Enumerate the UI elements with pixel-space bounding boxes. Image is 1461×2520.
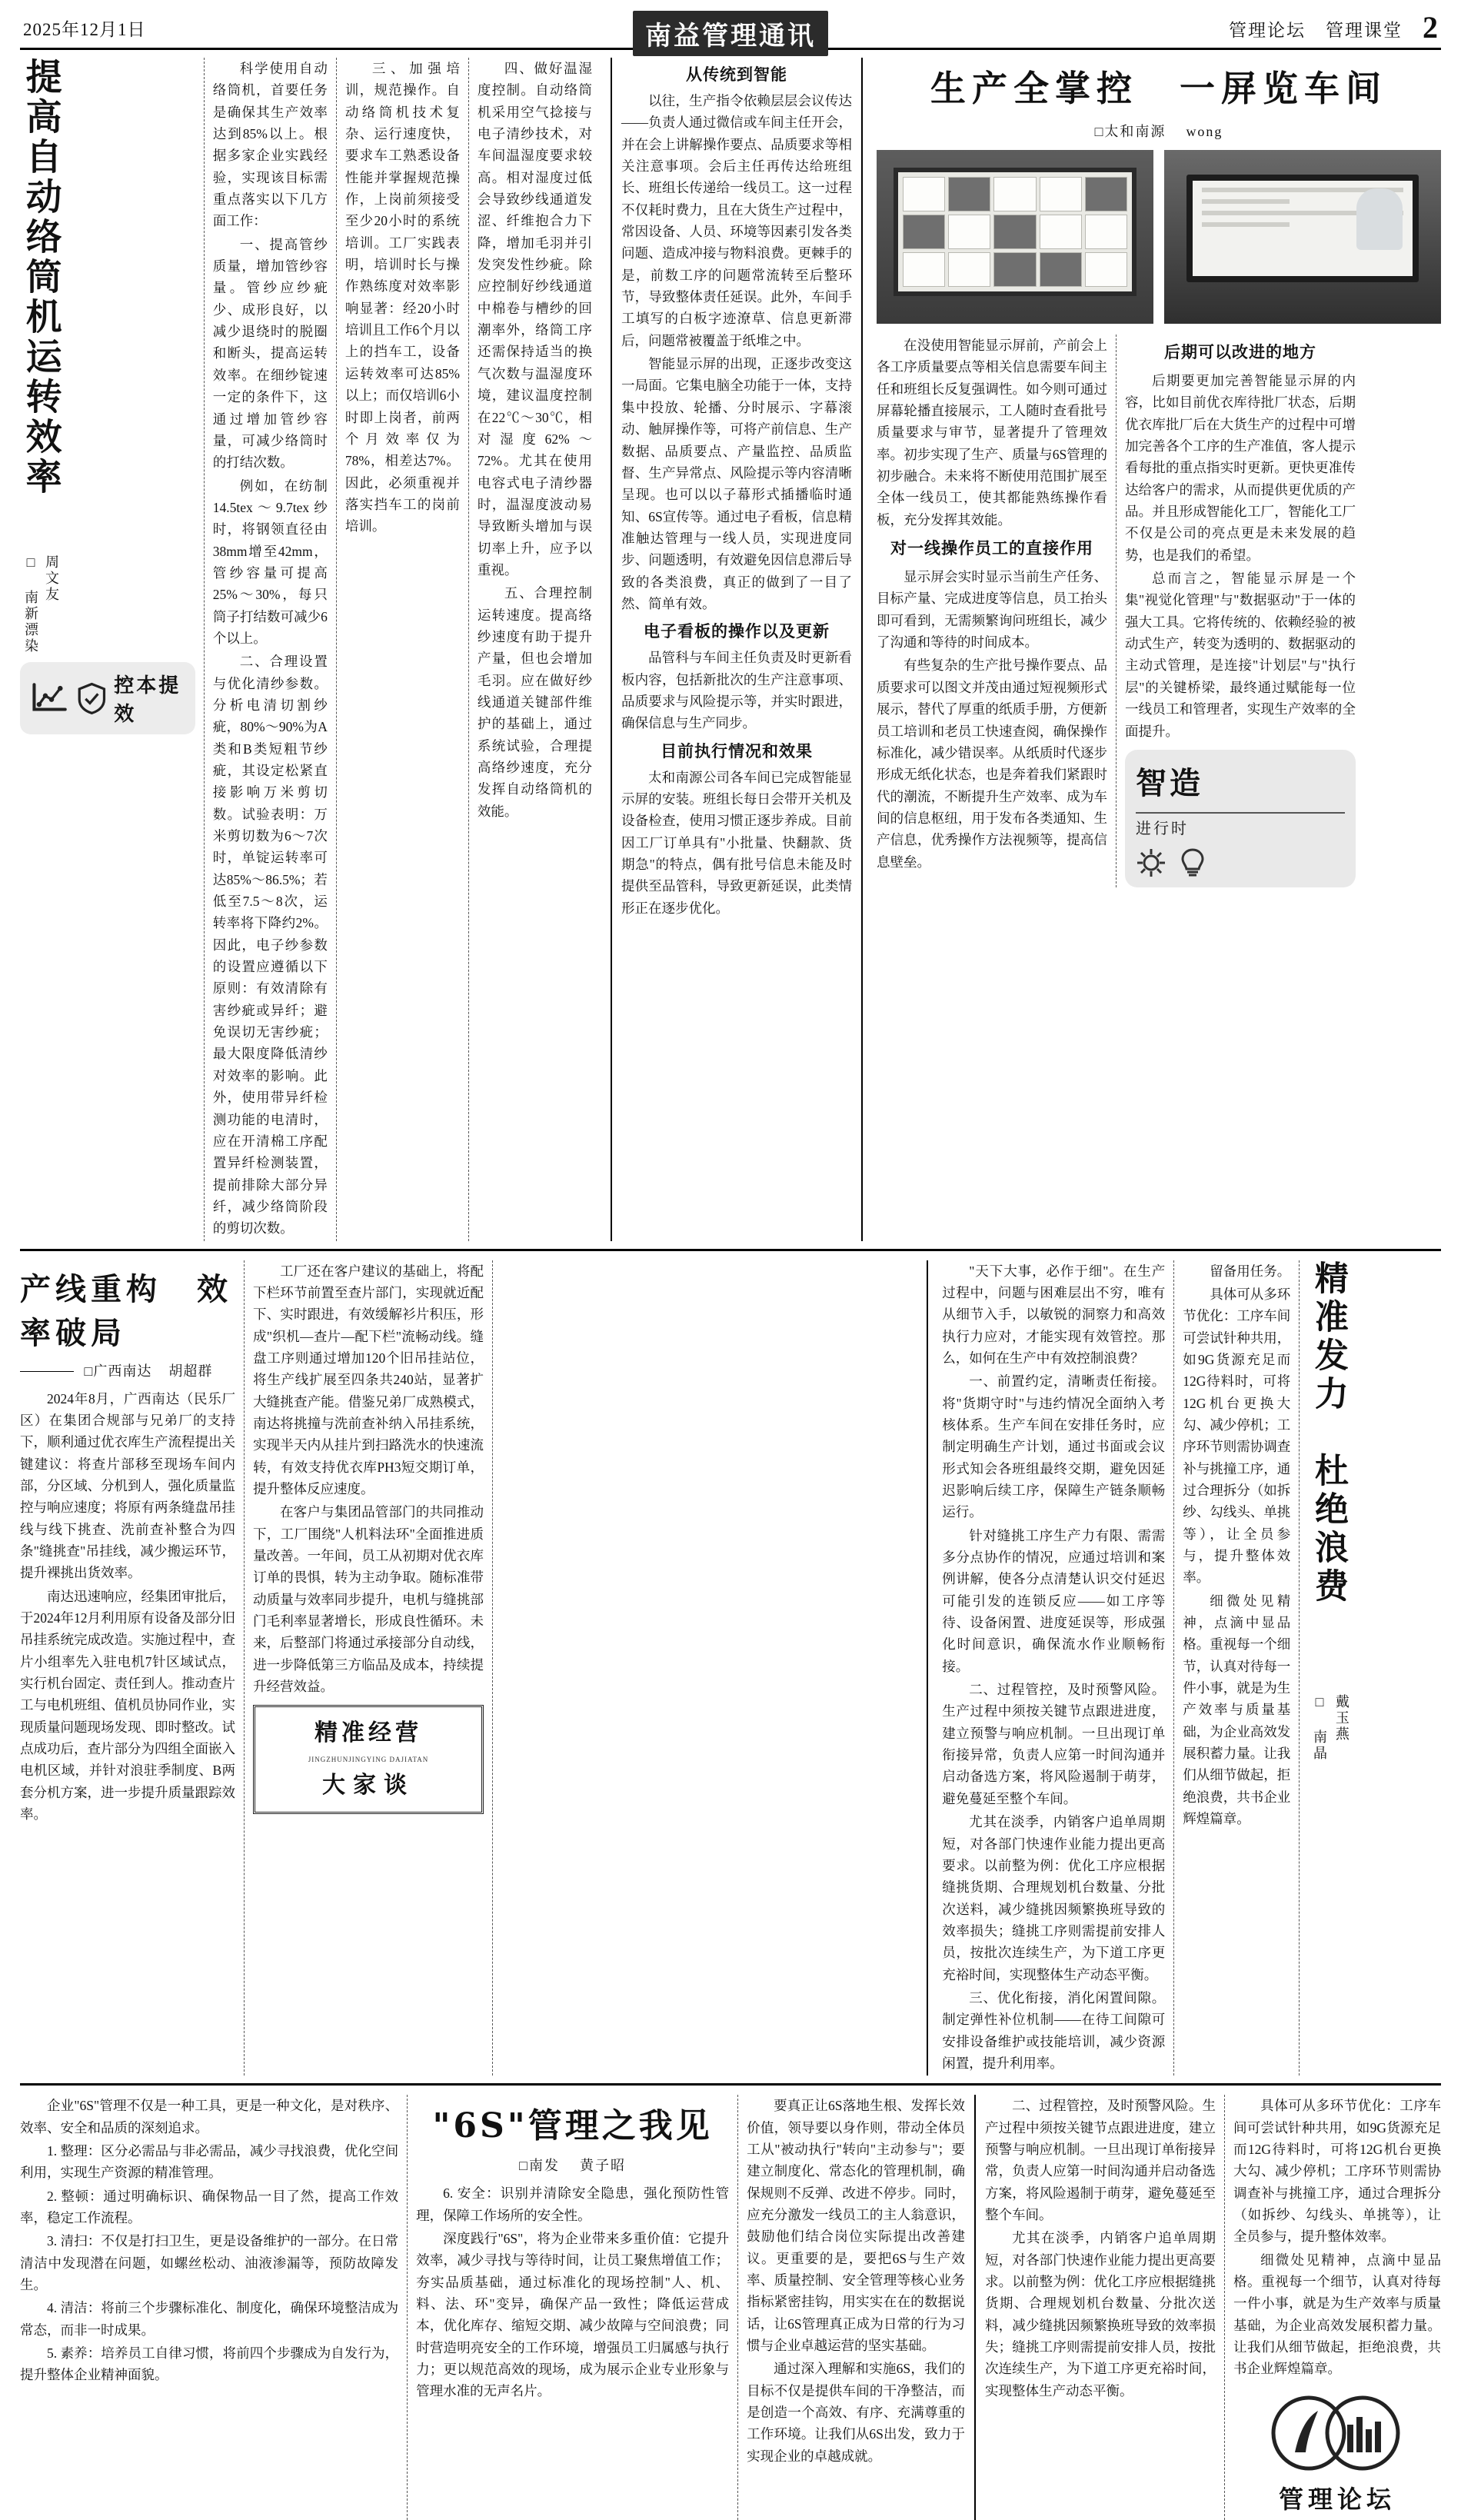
stamp-line-2: 大家谈 [322, 1771, 414, 1799]
article4-col-2 [1183, 1260, 1290, 2076]
page-number: 2 [1423, 10, 1438, 45]
article3-byline-author: 胡超群 [168, 1363, 213, 1379]
article3-col-1 [20, 1388, 235, 1826]
divider [407, 2095, 408, 2519]
article1-col-3 [478, 58, 592, 1241]
photo-workshop-board [877, 150, 1153, 324]
paragraph: 企业"6S"管理不仅是一种工具，更是一种文化，是对秩序、效率、安全和品质的深刻追求。 [20, 2098, 399, 2136]
shield-icon [77, 678, 107, 718]
article4-bottom-col-2 [1233, 2095, 1441, 2519]
divider [1299, 1260, 1300, 2076]
paragraph: 三、优化衔接，消化闲置间隙。制定弹性补位机制——在待工间隙可安排设备维护或技能培训，减少资源闲置，提升利用率。 [942, 1989, 1166, 2071]
paragraph: 针对缝挑工序生产力有限、需需多分点协作的情况，应通过培训和案例讲解，使各分点清楚认识交付延迟可能引发的连锁反应——如工序等待、设备闲置、进度延误等，形成强化时间意识，确保流水作业顺畅衔接。 [942, 1527, 1166, 1674]
masthead [20, 10, 1441, 52]
paragraph: 总而言之，智能显示屏是一个集"视觉化管理"与"数据驱动"于一体的强大工具。它将传统的、依赖经验的被动式生产，转变为透明的、数据驱动的主动式管理，是连接"计划层"与"执行层"的关键桥梁，最终通过赋能每一位一线员工和管理者，实现生产效率的全面提升。 [1125, 571, 1356, 739]
list-item: 4. 清洁：将前三个步骤标准化、制度化，确保环境整洁成为常态，而非一时成果。 [20, 2300, 399, 2338]
photo-person [1356, 188, 1403, 250]
divider [1116, 335, 1117, 887]
divider-vertical [927, 1260, 928, 2076]
paragraph: 细微处见精神，点滴中显品格。重视每一个细节，认真对待每一件小事，就是为生产效率与质量基础，为企业高效发展积蓄力量。让我们从细节做起，拒绝浪费，共书企业辉煌篇章。 [1233, 2252, 1441, 2377]
lightbulb-icon [1179, 847, 1206, 878]
paragraph: 五、合理控制运转速度。提高络纱速度有助于提升产量，但也会增加毛羽。应在做好纱线通道关键部件维护的基础上，通过系统试验，合理提高络纱速度，充分发挥自动络筒机的效能。 [477, 585, 592, 819]
article4-byline-org: □ 南晶 [1312, 1693, 1328, 1762]
article2-byline [877, 121, 1441, 141]
list-item: 3. 清扫：不仅是打扫卫生，更是设备维护的一部分。在日常清洁中发现潜在问题，如螺丝松动、油液渗漏等，预防故障发生。 [20, 2233, 399, 2293]
middle-region [20, 1251, 1441, 2076]
article5-intro-col [20, 2095, 398, 2519]
paragraph: 尤其在淡季，内销客户追单周期短，对各部门快速作业能力提出更高要求。以前整为例：优化工序应根据缝挑货期、合理规划机台数量、分批次送料，减少缝挑因频繁换班导致的效率损失；缝挑工序则需提前安排人员，按批次连续生产，为下道工序更充裕时间，实现整体生产动态平衡。 [985, 2230, 1216, 2398]
photo-smart-display [1164, 150, 1441, 324]
article4-head-col [1308, 1260, 1441, 2076]
article3-col-3 [501, 1260, 732, 2076]
article-precise-effort [937, 1260, 1441, 2076]
article1-byline-org: □ 南新漂染 [23, 554, 38, 654]
article-6s-management [416, 2095, 729, 2519]
article3-byline [20, 1360, 235, 1380]
article2-left-text [621, 58, 852, 1241]
badge-zhizao-sub: 进行时 [1136, 812, 1345, 841]
article1-col-2 [345, 58, 460, 1241]
paragraph: 深度践行"6S"，将为企业带来多重价值：它提升效率，减少寻找与等待时间，让员工聚焦增值工作；夯实品质基础，通过标准化的现场控制"人、机、料、法、环"变异，确保产品一致性；降低运营成本，优化库存、缩短交期、减少故障与空间浪费；同时营造明亮安全的工作环境，增强员工归属感与执行力；更以规范高效的现场，成为展示企业专业形象与管理水准的无声名片。 [416, 2230, 730, 2399]
masthead-date: 2025年12月1日 [23, 19, 146, 39]
paragraph: 太和南源公司各车间已完成智能显示屏的安装。班组长每日会带开关机及设备检查，使用习惯正逐步养成。目前因工厂订单具有"小批量、快翻款、货期急"的特点，偶有批号信息未能及时提供至品管科，导致更新延误，此类情形正在逐步优化。 [621, 769, 852, 916]
article5-headline: "6S"管理之我见 [432, 2106, 713, 2146]
paragraph: 二、过程管控，及时预警风险。生产过程中须按关键节点跟进进度，建立预警与响应机制。一旦出现订单衔接异常，负责人应第一时间沟通并启动备选方案，将风险遏制于萌芽，避免蔓延至整个车间。 [942, 1682, 1166, 1806]
article3-col-2 [253, 1260, 484, 2076]
article1-col-1 [213, 58, 328, 1241]
paragraph: 一、前置约定，清晰责任衔接。将"货期守时"与违约情况全面纳入考核体系。生产车间在安排任务时，应制定明确生产计划，通过书面或会议形式知会各班组最终交期，避免因延迟影响后续工序，保障生产链条顺畅运行。 [942, 1373, 1166, 1520]
divider [468, 58, 469, 1241]
article4-bottom-continue [985, 2095, 1441, 2519]
paragraph: 工厂还在客户建议的基础上，将配下栏环节前置至查片部门，实现就近配下、实时跟进，有效缓解衫片积压，形成"织机—查片—配下栏"流畅动线。缝盘工序则通过增加120个旧吊挂站位，将生产线扩展至四条共240站，显著扩大缝挑查产能。借鉴兄弟厂成熟模式，南达将挑撞与洗前查补纳入吊挂系统，实现半天内从挂片到扫路洗水的快速流转，有效支持优衣库PH3短交期订单，提升整体反应速度。 [253, 1263, 484, 1496]
article1-headline: 提高自动络筒机运转效率 [19, 58, 62, 498]
article-smart-display [872, 58, 1441, 1241]
article2-col-c [1125, 335, 1356, 887]
paragraph: 智能显示屏的出现，正逐步改变这一局面。它集电脑全功能于一体，支持集中投放、轮播、分时展示、字幕滚动、触屏操作等，可将产前信息、生产数据、品质要点、产量监控、品质监督、生产异常点、风险提示等内容清晰呈现。也可以以子幕形式插播临时通知、6S宣传等。通过电子看板，信息精准触达管理与一线人员，实现进度同步、问题透明，有效避免因信息滞后导致的各类浪费，真正的做到了一目了然、简单有效。 [621, 356, 852, 611]
article4-col-1 [942, 1260, 1165, 2076]
article2-status-text [621, 767, 852, 919]
divider-vertical [974, 2095, 976, 2519]
article3-byline-org: □广西南达 [84, 1363, 152, 1379]
paragraph: 四、做好温湿度控制。自动络筒机采用空气捻接与电子清纱技术，对车间温湿度要求较高。相对湿度过低会导致纱线通道发涩、纤维抱合力下降，增加毛羽并引发突发性纱疵。除应控制好纱线通道中棉卷与槽纱的回潮率外，络筒工序还需保持适当的换气次数与温湿度环境，建议温度控制在22℃～30℃，相对湿度62%～72%。尤其在使用电容式电子清纱器时，温湿度波动易导致断头增加与误切率上升，应予以重视。 [477, 61, 592, 578]
paragraph: 2024年8月，广西南达（民乐厂区）在集团合规部与兄弟厂的支持下，顺利通过优衣库生产流程提出关键建议：将查片部移至现场车间内部，分区域、分机到人，强化质量监控与响应速度；将原有两条缝盘吊挂线与线下挑查、洗前查补整合为四条"缝挑查"吊挂线，减少搬运环节，提升裸挑出货效率。 [20, 1390, 235, 1581]
masthead-right [1229, 10, 1438, 45]
brand-emblem-forum [1233, 2391, 1441, 2520]
masthead-section-1: 管理论坛 [1229, 21, 1306, 40]
divider-vertical [611, 58, 612, 1241]
list-item: 6. 安全：识别并清除安全隐患，强化预防性管理，保障工作场所的安全性。 [416, 2185, 730, 2223]
list-item: 2. 整顿：通过明确标识、确保物品一目了然，提高工作效率，稳定工作流程。 [20, 2188, 399, 2225]
paragraph: 在没使用智能显示屏前，产前会上各工序质量要点等相关信息需要车间主任和班组长反复强调性。如今则可通过屏幕轮播直接展示，工人随时查看批号质量要求与审节，显著提升了管理效率。初步实现了生产、质量与6S管理的初步融合。未来将不断使用范围扩展至全体一线员工，使其都能熟练操作看板，充分发挥其效能。 [877, 338, 1107, 528]
paragraph: 科学使用自动络筒机，首要任务是确保其生产效率达到85%以上。根据多家企业实践经验，实现该目标需重点落实以下几方面工作： [212, 61, 328, 229]
paragraph: "天下大事，必作于细"。在生产过程中，问题与困难层出不穷，唯有从细节入手，以敏锐的洞察力和高效执行力应对，才能实现有效管控。那么，如何在生产中有效控制浪费？ [942, 1263, 1166, 1366]
divider-vertical [861, 58, 863, 1241]
article4-bottom-col-1 [985, 2095, 1216, 2519]
section-head-improve: 后期可以改进的地方 [1164, 342, 1316, 361]
paragraph: 在客户与集团品管部门的共同推动下，工厂围绕"人机料法环"全面推进质量改善。一年间，员工从初期对优衣库订单的畏惧，转为主动争取。随标准带动质量与效率同步提升，电机与缝挑部门毛利率显著增长，形成良性循环。未来，后整部门将通过承接部分自动线，进一步降低第三方临品及成本，持续提升经营效益。 [253, 1504, 484, 1695]
article5-byline-author: 黄子昭 [580, 2158, 627, 2174]
article3-head-col [20, 1260, 235, 2076]
paragraph: 显示屏会实时显示当前生产任务、目标产量、完成进度等信息，员工抬头即可看到，无需频繁询问班组长，减少了沟通和等待的时间成本。 [877, 569, 1107, 651]
article2-col-a [621, 90, 852, 614]
photo-frame [894, 168, 1137, 296]
divider [1224, 2095, 1225, 2519]
brand-badge-kongben [20, 662, 195, 734]
divider [1173, 1260, 1174, 2076]
stamp-line-1: 精准经营 [314, 1719, 422, 1747]
paragraph: 一、提高管纱质量，增加管纱容量。管纱应纱疵少、成形良好，以减少退绕时的脱圈和断头，提高运转效率。在细纱锭速一定的条件下，这通过增加管纱容量，可减少络筒时的打结次数。 [212, 236, 328, 471]
article2-columns [877, 335, 1441, 887]
article1-byline-author: 周文友 [44, 554, 59, 603]
paragraph: 二、合理设置与优化清纱参数。分析电清切割纱疵，80%～90%为A类和B类短粗节纱疵，其设定松紧直接影响万米剪切数。试验表明：万米剪切数为6～7次时，单锭运转率可达85%～86.5%；若低至7.5～8次，运转率将下降约2%。因此，电子纱参数的设置应遵循以下原则：有效清除有害纱疵或异纤；避免误切无害纱疵；最大限度降低清纱对效率的影响。此外，使用带异纤检测功能的电清时，应在开清棉工序配置异纤检测装置，提前排除大部分异纤，减少络筒阶段的剪切次数。 [212, 654, 328, 1237]
paragraph: 要真正让6S落地生根、发挥长效价值，领导要以身作则，带动全体员工从"被动执行"转向"主动参与"；要建立制度化、常态化的管理机制，确保规则不反弹、改进不停步。同时，应充分激发一线员工的主人翁意识，鼓励他们结合岗位实际提出改善建议。更重要的是，要把6S与生产效率、质量控制、安全管理等核心业务指标紧密挂钩，用实实在在的数据说话，让6S管理真正成为日常的行为习惯与企业卓越运营的坚实基础。 [747, 2098, 965, 2354]
article5-byline [416, 2155, 729, 2175]
photo-board-grid [898, 172, 1133, 291]
article2-board-text [621, 647, 852, 734]
paragraph: 具体可从多环节优化：工序车间可尝试针种共用，如9G货源充足而12G待料时，可将12G机台更换大勾、减少停机；工序环节则需协调查补与挑撞工序，通过合理拆分（如拆纱、勾线头、单挑等），让全员参与，提升整体效率。 [1233, 2098, 1441, 2245]
section-head-from-to: 从传统到智能 [686, 65, 787, 84]
divider [204, 58, 205, 1241]
bottom-region [20, 2086, 1441, 2519]
article5-col-2 [416, 2182, 729, 2402]
section-head-direct: 对一线操作员工的直接作用 [890, 538, 1093, 558]
forum-emblem-icon [1264, 2391, 1410, 2475]
list-item: 5. 素养：培养员工自律习惯，将前四个步骤成为自发行为，提升整体企业精神面貌。 [20, 2345, 399, 2383]
paragraph: 品管科与车间主任负责及时更新看板内容，包括新批次的生产注意事项、品质要求与风险提示等，并实时跟进，确保信息与生产同步。 [621, 650, 852, 731]
paragraph: 留备用任务。 [1210, 1263, 1291, 1279]
masthead-section-2: 管理课堂 [1326, 21, 1403, 40]
article2-byline-org: □太和南源 [1094, 124, 1166, 139]
section-head-board: 电子看板的操作以及更新 [644, 621, 830, 641]
paragraph: 三、加强培训，规范操作。自动络筒机技术复杂、运行速度快，要求车工熟悉设备性能并掌握规范操作，上岗前须接受至少20小时的系统培训。工厂实践表明，培训时长与操作熟练度对效率影响显著：经20小时培训且工作6个月以上的挡车工，设备运转效率可达85%以上；而仅培训6小时即上岗者，前两个月效率仅为78%，相差达7%。因此，必须重视并落实挡车工的岗前培训。 [344, 61, 460, 534]
article-line-restructure [20, 1260, 917, 2076]
badge-icons [1136, 847, 1345, 878]
paragraph: 尤其在淡季，内销客户追单周期短，对各部门快速作业能力提出更高要求。以前整为例：优化工序应根据缝挑货期、合理规划机台数量、分批次送料，减少缝挑因频繁换班导致的效率损失；缝挑工序则需提前安排人员，按批次连续生产，为下道工序更充裕时间，实现整体生产动态平衡。 [942, 1814, 1166, 1982]
paragraph: 以往，生产指令依赖层层会议传达——负责人通过微信或车间主任开会，并在会上讲解操作要点、品质要求等相关注意事项。会后主任再传达给班组长、班组长传递给一线员工。这一过程不仅耗时费力，且在大货生产过程中，常因设备、人员、环境等因素引发各类问题、造成冲接与物料浪费。更棘手的是，前数工序的问题常流转至后整环节，导致整体责任延误。此外，车间手工填写的白板字迹潦草、信息更新滞后，问题常被覆盖于纸堆之中。 [621, 93, 852, 348]
divider [336, 58, 337, 1241]
divider [244, 1260, 245, 2076]
article2-byline-author: wong [1186, 124, 1223, 139]
gear-icon [1136, 847, 1166, 878]
list-item: 1. 整理：区分必需品与非必需品，减少寻找浪费，优化空间利用，实现生产资源的精准管理。 [20, 2142, 399, 2181]
paragraph: 二、过程管控，及时预警风险。生产过程中须按关键节点跟进进度，建立预警与响应机制。一旦出现订单衔接异常，负责人应第一时间沟通并启动备选方案，将风险遏制于萌芽，避免蔓延至整个车间。 [985, 2098, 1216, 2222]
article5-col-3 [747, 2095, 965, 2519]
brand-stamp-jingzhun [253, 1705, 484, 1814]
badge-label-kongben: 控本提效 [114, 674, 181, 726]
chart-icon [29, 677, 69, 720]
brand-badge-zhizao [1125, 750, 1356, 887]
masthead-title: 南益管理通讯 [633, 11, 828, 56]
paragraph: 有些复杂的生产批号操作要点、品质要求可以图文并茂由通过短视频形式展示，替代了厚重的纸质手册，方便新员工培训和老员工快速查阅，确保操作标准化，减少错误率。从纸质时代逐步形成无纸化状态，也是奔着我们紧跟时代的潮流，不断提升生产效率、成为车间的信息枢纽，用于发布各类通知、生产信息，优秀操作方法视频等，提高信息壁垒。 [877, 657, 1107, 870]
article5-byline-org: □南发 [519, 2158, 561, 2174]
paragraph: 后期要更加完善智能显示屏的内容，比如目前优衣库待批厂状态，后期优衣库批厂后在大货生产的过程中可增加完善各个工序的生产准值，客人提示看每批的重点指实时更新。更快更准传达给客户的需求，从而提供更优质的产品。并且形成智能化工厂，智能化工厂不仅是公司的亮点更是未来发展的趋势，也是我们的希望。 [1125, 373, 1356, 563]
paragraph: 例如，在纺制14.5tex～9.7tex纱时，将钢领直径由38mm增至42mm，管纱容量可提高25%～30%，每只筒子打结数可减少6个以上。 [212, 478, 328, 646]
paragraph: 南达迅速响应，经集团审批后，于2024年12月利用原有设备及部分旧吊挂系统完成改造。实施过程中，查片小组率先入驻电机7针区域试点，实行机台固定、责任到人。推动查片工与电机班组、值机员协同作业，实现质量问题现场发现、即时整改。试点成功后，查片部分为四组全面嵌入电机区域，并针对浪驻季制度、B两套分机方案，进一步提升质量跟踪效率。 [20, 1588, 235, 1823]
paragraph: 通过深入理解和实施6S，我们的目标不仅是提供车间的干净整洁，而是创造一个高效、有序、充满尊重的工作环境。让我们从6S出发，致力于实现企业的卓越成就。 [747, 2361, 965, 2464]
paragraph: 具体可从多环节优化：工序车间可尝试针种共用，如9G货源充足而12G待料时，可将12G机台更换大勾、减少停机；工序环节则需协调查补与挑撞工序，通过合理拆分（如拆纱、勾线头、单挑等），让全员参与，提升整体效率。 [1183, 1286, 1291, 1586]
stamp-pinyin: JINGZHUNJINGYING DAJIATAN [308, 1756, 429, 1764]
article-automatic-winder [20, 58, 601, 1241]
top-region [20, 50, 1441, 1241]
paragraph: 细微处见精神，点滴中显品格。重视每一个细节，认真对待每一件小事，就是为生产效率与质量基础，为企业高效发展积蓄力量。让我们从细节做起，拒绝浪费，共书企业辉煌篇章。 [1183, 1593, 1291, 1827]
divider [492, 1260, 493, 2076]
section-head-status: 目前执行情况和效果 [661, 741, 813, 761]
article3-headline: 产线重构 效率破局 [20, 1270, 232, 1351]
badge-zhizao-title: 智造 [1136, 764, 1203, 801]
emblem-label: 管理论坛 [1278, 2484, 1396, 2514]
photo-row [877, 150, 1441, 324]
article2-headline: 生产全掌控 一屏览车间 [930, 68, 1387, 109]
article4-headline: 精准发力 杜绝浪费 [1308, 1260, 1348, 1606]
article2-col-b [877, 335, 1107, 887]
article4-byline-author: 戴玉燕 [1333, 1693, 1350, 1743]
divider [737, 2095, 738, 2519]
